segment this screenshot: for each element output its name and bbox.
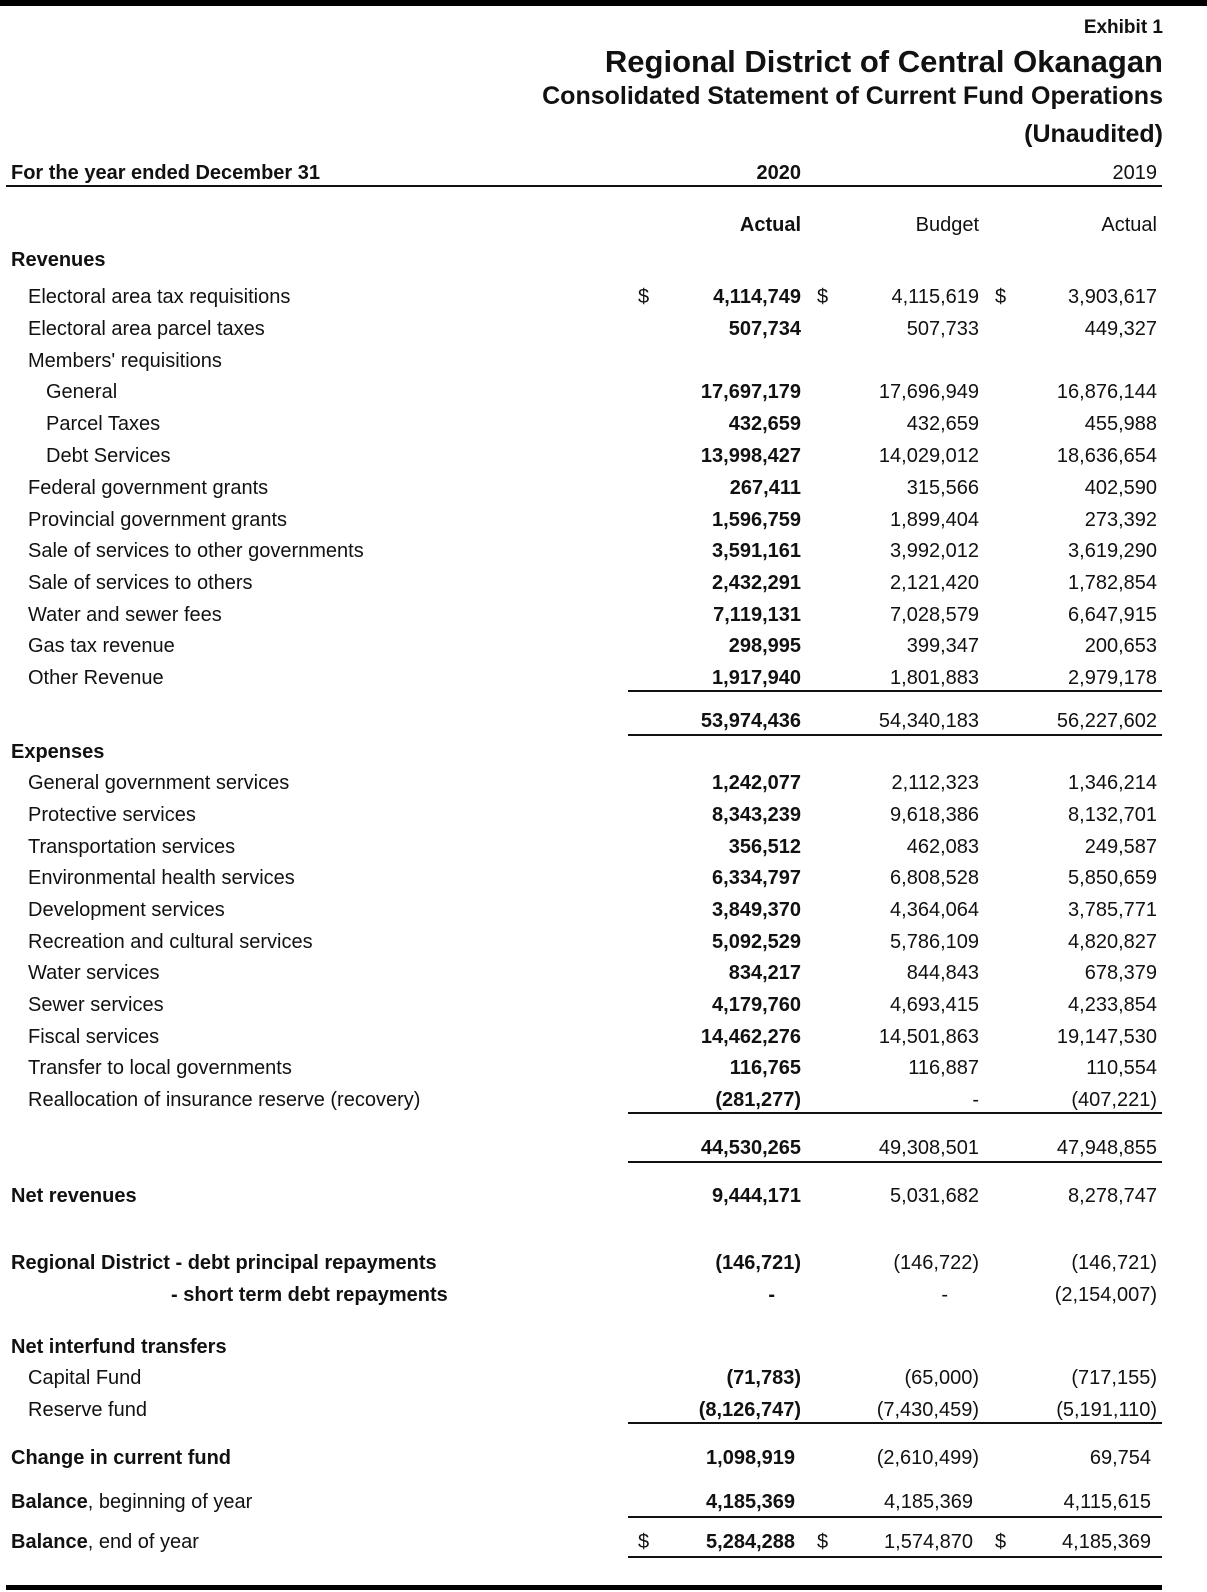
row-label: Capital Fund — [28, 1367, 142, 1389]
revenues-subtotal-rule — [628, 690, 1162, 692]
table-row — [0, 319, 1207, 347]
cell-budget: 315,566 — [906, 477, 979, 499]
cell-actual: 17,697,179 — [700, 381, 801, 403]
cell-actual: 8,343,239 — [712, 804, 801, 826]
row-label: Protective services — [28, 804, 196, 826]
cell-prior: 678,379 — [1084, 962, 1157, 984]
cell-prior: 1,346,214 — [1068, 772, 1157, 794]
col-prior-actual-header: Actual — [1101, 214, 1157, 236]
cell-budget: (2,610,499) — [876, 1447, 979, 1469]
cell-prior: (5,191,110) — [1056, 1399, 1157, 1421]
row-label: Other Revenue — [28, 667, 164, 689]
currency-symbol: $ — [638, 286, 650, 308]
cell-prior: 4,233,854 — [1068, 994, 1157, 1016]
cell-prior: 110,554 — [1086, 1057, 1157, 1079]
table-row — [0, 868, 1207, 896]
cell-budget: 844,843 — [906, 962, 979, 984]
cell-prior: 273,392 — [1084, 509, 1157, 531]
interfund-rule — [628, 1422, 1162, 1424]
cell-actual: 432,659 — [728, 413, 801, 435]
table-row — [0, 932, 1207, 960]
balance-rule — [628, 1516, 1162, 1518]
cell-budget: 17,696,949 — [878, 381, 979, 403]
col-budget-header: Budget — [915, 214, 979, 236]
cell-budget: (146,722) — [893, 1252, 979, 1274]
row-label: Regional District - debt principal repayments — [11, 1252, 437, 1274]
table-row — [0, 287, 1207, 315]
table-row — [0, 573, 1207, 601]
cell-actual: 13,998,427 — [700, 445, 801, 467]
cell-prior: 8,132,701 — [1068, 804, 1157, 826]
cell-budget: (65,000) — [904, 1367, 979, 1389]
row-label: Transfer to local governments — [28, 1057, 292, 1079]
cell-actual: 4,185,369 — [706, 1491, 795, 1513]
exhibit-label: Exhibit 1 — [1083, 17, 1163, 38]
cell-budget: 4,364,064 — [890, 899, 979, 921]
bottom-border — [6, 1585, 1162, 1590]
row-label: Balance, beginning of year — [11, 1491, 253, 1513]
table-row — [0, 837, 1207, 865]
cell-budget: 7,028,579 — [890, 604, 979, 626]
cell-actual: 4,114,749 — [713, 286, 801, 308]
cell-actual: (281,277) — [715, 1089, 801, 1111]
row-label: Fiscal services — [28, 1026, 160, 1048]
cell-actual: 834,217 — [728, 962, 801, 984]
net-revenues-row — [0, 1186, 1207, 1214]
cell-prior: 3,785,771 — [1068, 899, 1157, 921]
cell-budget: 5,031,682 — [890, 1185, 979, 1207]
cell-actual: (71,783) — [726, 1367, 801, 1389]
table-row — [0, 805, 1207, 833]
cell-actual: 116,765 — [729, 1057, 801, 1079]
table-row — [0, 995, 1207, 1023]
cell-budget: 1,899,404 — [890, 509, 979, 531]
currency-symbol: $ — [995, 1531, 1007, 1553]
cell-actual: 14,462,276 — [700, 1026, 801, 1048]
table-row — [0, 382, 1207, 410]
cell-prior: 455,988 — [1084, 413, 1157, 435]
cell-actual: 267,411 — [729, 477, 801, 499]
currency-symbol: $ — [995, 286, 1007, 308]
expenses-heading: Expenses — [11, 741, 105, 763]
row-label: Debt Services — [46, 445, 171, 467]
currency-symbol: $ — [817, 1531, 829, 1553]
table-row — [0, 541, 1207, 569]
row-label: - short term debt repayments — [171, 1284, 448, 1306]
cell-budget: - — [972, 1089, 979, 1111]
cell-actual: 507,734 — [728, 318, 801, 340]
cell-prior: (2,154,007) — [1054, 1284, 1157, 1306]
cell-budget: (7,430,459) — [876, 1399, 979, 1421]
total-actual: 53,974,436 — [700, 710, 801, 732]
table-row — [0, 605, 1207, 633]
cell-budget: 3,992,012 — [890, 540, 979, 562]
page-title: Regional District of Central Okanagan — [604, 44, 1163, 79]
table-row — [0, 510, 1207, 538]
row-label: Gas tax revenue — [28, 635, 175, 657]
cell-prior: 449,327 — [1084, 318, 1157, 340]
cell-prior: 16,876,144 — [1056, 381, 1157, 403]
row-label: Change in current fund — [11, 1447, 231, 1469]
table-row — [0, 351, 1207, 379]
cell-prior: (407,221) — [1071, 1089, 1157, 1111]
currency-symbol: $ — [817, 286, 829, 308]
total-prior: 56,227,602 — [1056, 710, 1157, 732]
cell-budget: 6,808,528 — [890, 867, 979, 889]
table-row — [0, 1027, 1207, 1055]
interfund-heading: Net interfund transfers — [11, 1336, 227, 1358]
cell-budget: - — [941, 1284, 948, 1306]
cell-budget: 1,574,870 — [884, 1531, 973, 1553]
cell-prior: 19,147,530 — [1056, 1026, 1157, 1048]
row-label: Provincial government grants — [28, 509, 288, 531]
row-label: Electoral area tax requisitions — [28, 286, 291, 308]
cell-actual: 3,591,161 — [712, 540, 801, 562]
cell-prior: 18,636,654 — [1056, 445, 1157, 467]
cell-prior: 2,979,178 — [1068, 667, 1157, 689]
cell-budget: 462,083 — [906, 836, 979, 858]
cell-prior: 8,278,747 — [1068, 1185, 1157, 1207]
cell-budget: 4,693,415 — [890, 994, 979, 1016]
header-rule — [6, 185, 1162, 187]
cell-budget: 507,733 — [906, 318, 979, 340]
audit-status: (Unaudited) — [1024, 120, 1163, 148]
cell-budget: 5,786,109 — [890, 931, 979, 953]
row-label: Transportation services — [28, 836, 236, 858]
row-label: Parcel Taxes — [46, 413, 161, 435]
cell-actual: 5,284,288 — [706, 1531, 795, 1553]
total-prior: 47,948,855 — [1056, 1137, 1157, 1159]
cell-prior: 4,115,615 — [1063, 1491, 1151, 1513]
table-row — [0, 446, 1207, 474]
row-label: Water services — [28, 962, 160, 984]
cell-actual: 1,242,077 — [712, 772, 801, 794]
cell-actual: 6,334,797 — [712, 867, 801, 889]
row-label: General government services — [28, 772, 290, 794]
col-actual-header: Actual — [739, 214, 801, 236]
cell-actual: 3,849,370 — [712, 899, 801, 921]
table-row — [0, 773, 1207, 801]
cell-prior: (146,721) — [1071, 1252, 1157, 1274]
short-term-debt-row — [0, 1285, 1207, 1313]
cell-budget: 9,618,386 — [890, 804, 979, 826]
cell-prior: 3,619,290 — [1068, 540, 1157, 562]
cell-actual: 7,119,131 — [713, 604, 801, 626]
row-label: Reserve fund — [28, 1399, 147, 1421]
revenues-total-rule — [628, 734, 1162, 736]
year-current-header: 2020 — [756, 162, 801, 184]
cell-prior: 4,820,827 — [1068, 931, 1157, 953]
row-label: Environmental health services — [28, 867, 295, 889]
cell-actual: - — [768, 1284, 775, 1306]
cell-actual: 9,444,171 — [712, 1185, 801, 1207]
row-label: General — [46, 381, 118, 403]
row-label: Net revenues — [11, 1185, 137, 1207]
row-label: Sale of services to other governments — [28, 540, 364, 562]
table-row — [0, 636, 1207, 664]
row-label: Electoral area parcel taxes — [28, 318, 265, 340]
table-row — [0, 414, 1207, 442]
expenses-subtotal-rule — [628, 1112, 1162, 1114]
cell-actual: 1,596,759 — [712, 509, 801, 531]
cell-budget: 116,887 — [908, 1057, 979, 1079]
change-row — [0, 1448, 1207, 1476]
cell-prior: (717,155) — [1071, 1367, 1157, 1389]
table-row — [0, 1368, 1207, 1396]
row-label: Sale of services to others — [28, 572, 253, 594]
total-budget: 49,308,501 — [878, 1137, 979, 1159]
cell-actual: 2,432,291 — [712, 572, 801, 594]
currency-symbol: $ — [638, 1531, 650, 1553]
top-border — [0, 0, 1207, 6]
cell-budget: 399,347 — [906, 635, 979, 657]
cell-budget: 4,185,369 — [884, 1491, 973, 1513]
cell-actual: 5,092,529 — [712, 931, 801, 953]
cell-budget: 2,112,323 — [891, 772, 979, 794]
period-label: For the year ended December 31 — [11, 162, 321, 184]
cell-prior: 1,782,854 — [1068, 572, 1157, 594]
cell-prior: 4,185,369 — [1062, 1531, 1151, 1553]
row-label: Water and sewer fees — [28, 604, 222, 626]
cell-prior: 249,587 — [1084, 836, 1157, 858]
row-label: Development services — [28, 899, 225, 921]
cell-prior: 5,850,659 — [1068, 867, 1157, 889]
cell-prior: 6,647,915 — [1068, 604, 1157, 626]
cell-actual: (146,721) — [715, 1252, 801, 1274]
cell-budget: 432,659 — [906, 413, 979, 435]
expenses-total-rule — [628, 1161, 1162, 1163]
revenues-heading: Revenues — [11, 249, 106, 271]
table-row — [0, 900, 1207, 928]
cell-prior: 69,754 — [1089, 1447, 1151, 1469]
cell-budget: 14,501,863 — [878, 1026, 979, 1048]
row-label: Members' requisitions — [28, 350, 222, 372]
cell-actual: (8,126,747) — [698, 1399, 801, 1421]
total-budget: 54,340,183 — [878, 710, 979, 732]
cell-actual: 356,512 — [728, 836, 801, 858]
cell-budget: 1,801,883 — [890, 667, 979, 689]
cell-actual: 298,995 — [728, 635, 801, 657]
row-label: Federal government grants — [28, 477, 269, 499]
cell-budget: 14,029,012 — [878, 445, 979, 467]
row-label: Sewer services — [28, 994, 164, 1016]
cell-budget: 2,121,420 — [890, 572, 979, 594]
cell-actual: 1,098,919 — [706, 1447, 795, 1469]
cell-budget: 4,115,619 — [891, 286, 979, 308]
row-label: Balance, end of year — [11, 1531, 199, 1553]
row-label: Recreation and cultural services — [28, 931, 313, 953]
page-subtitle: Consolidated Statement of Current Fund Operations — [542, 82, 1163, 110]
table-row — [0, 963, 1207, 991]
cell-actual: 4,179,760 — [712, 994, 801, 1016]
final-double-rule-top — [628, 1556, 1162, 1558]
total-actual: 44,530,265 — [700, 1137, 801, 1159]
cell-prior: 200,653 — [1084, 635, 1157, 657]
cell-prior: 3,903,617 — [1068, 286, 1157, 308]
row-label: Reallocation of insurance reserve (recovery) — [28, 1089, 421, 1111]
table-row — [0, 1058, 1207, 1086]
debt-principal-row — [0, 1253, 1207, 1281]
cell-prior: 402,590 — [1084, 477, 1157, 499]
table-row — [0, 478, 1207, 506]
year-prior-header: 2019 — [1112, 162, 1157, 184]
cell-actual: 1,917,940 — [712, 667, 801, 689]
